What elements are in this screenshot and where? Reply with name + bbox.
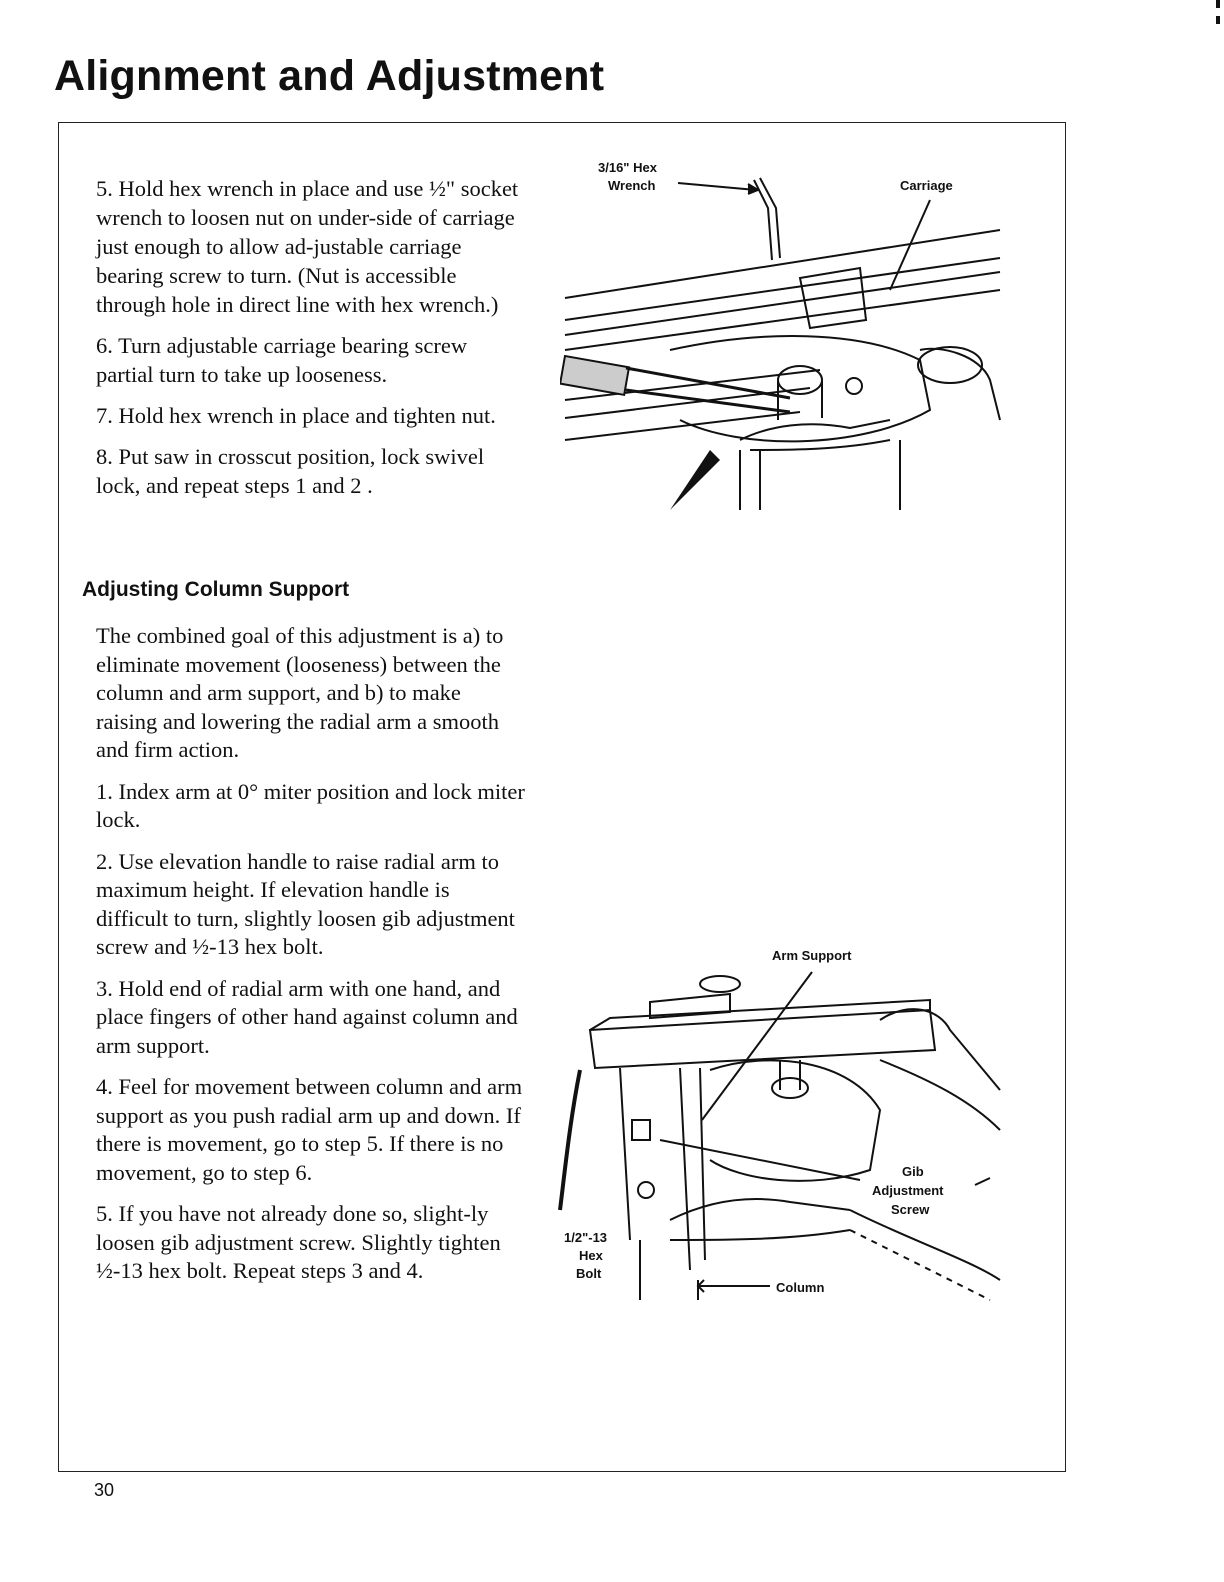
step-7-top: 7. Hold hex wrench in place and tighten nut. <box>96 403 496 428</box>
page-title: Alignment and Adjustment <box>54 52 605 100</box>
column-support-text <box>96 622 526 1299</box>
carriage-figure <box>560 150 1010 520</box>
hex-wrench-label-line2: Wrench <box>608 178 656 193</box>
hex-wrench-label-line1: 3/16" Hex <box>598 160 657 175</box>
step-4: 4. Feel for movement between column and arm support as you push radial arm up and down. If there is movement, go to step 5. If there is no movement, go to step 6. <box>96 1074 523 1185</box>
gib-label-line2: Adjustment <box>872 1183 944 1198</box>
edge-mark <box>1216 16 1220 24</box>
column-label: Column <box>776 1280 825 1295</box>
section-intro: The combined goal of this adjustment is a) to eliminate movement (looseness) between the column and arm support, and b) to make raising and lowering the radial arm a smooth and firm action. <box>96 623 504 762</box>
step-2: 2. Use elevation handle to raise radial arm to maximum height. If elevation handle is difficult to turn, slightly loosen gib adjustment screw and ½-13 hex bolt. <box>96 848 515 959</box>
step-5-top: 5. Hold hex wrench in place and use ½" socket wrench to loosen nut on under-side of carriage just enough to allow ad-justable carriage bearing screw to turn. (Nut is accessible through hole in direct line with hex wrench.) <box>96 176 519 317</box>
carriage-label: Carriage <box>900 178 953 193</box>
gib-label-line3: Screw <box>891 1202 930 1217</box>
edge-mark <box>1216 0 1220 8</box>
step-8-top: 8. Put saw in crosscut position, lock swivel lock, and repeat steps 1 and 2 . <box>96 444 485 498</box>
step-3: 3. Hold end of radial arm with one hand, and place fingers of other hand against column and arm support. <box>96 975 518 1058</box>
step-5: 5. If you have not already done so, slight-ly loosen gib adjustment screw. Slightly tighten ½-13 hex bolt. Repeat steps 3 and 4. <box>96 1201 501 1283</box>
page-number: 30 <box>94 1480 115 1500</box>
arm-support-label: Arm Support <box>772 948 852 963</box>
gib-leader <box>660 1140 860 1180</box>
steps-top <box>96 174 526 512</box>
hex-wrench-leader <box>678 183 756 190</box>
section-heading: Adjusting Column Support <box>82 578 350 601</box>
bolt-label-line1: 1/2"-13 <box>564 1230 608 1245</box>
step-6-top: 6. Turn adjustable carriage bearing screw partial turn to take up looseness. <box>96 333 468 387</box>
bolt-label-line2: Hex <box>579 1248 603 1263</box>
step-1: 1. Index arm at 0° miter position and lock miter lock. <box>96 778 525 832</box>
gib-label-line1: Gib <box>902 1164 924 1179</box>
column-support-figure <box>550 940 1010 1320</box>
bolt-label-line3: Bolt <box>576 1266 602 1281</box>
